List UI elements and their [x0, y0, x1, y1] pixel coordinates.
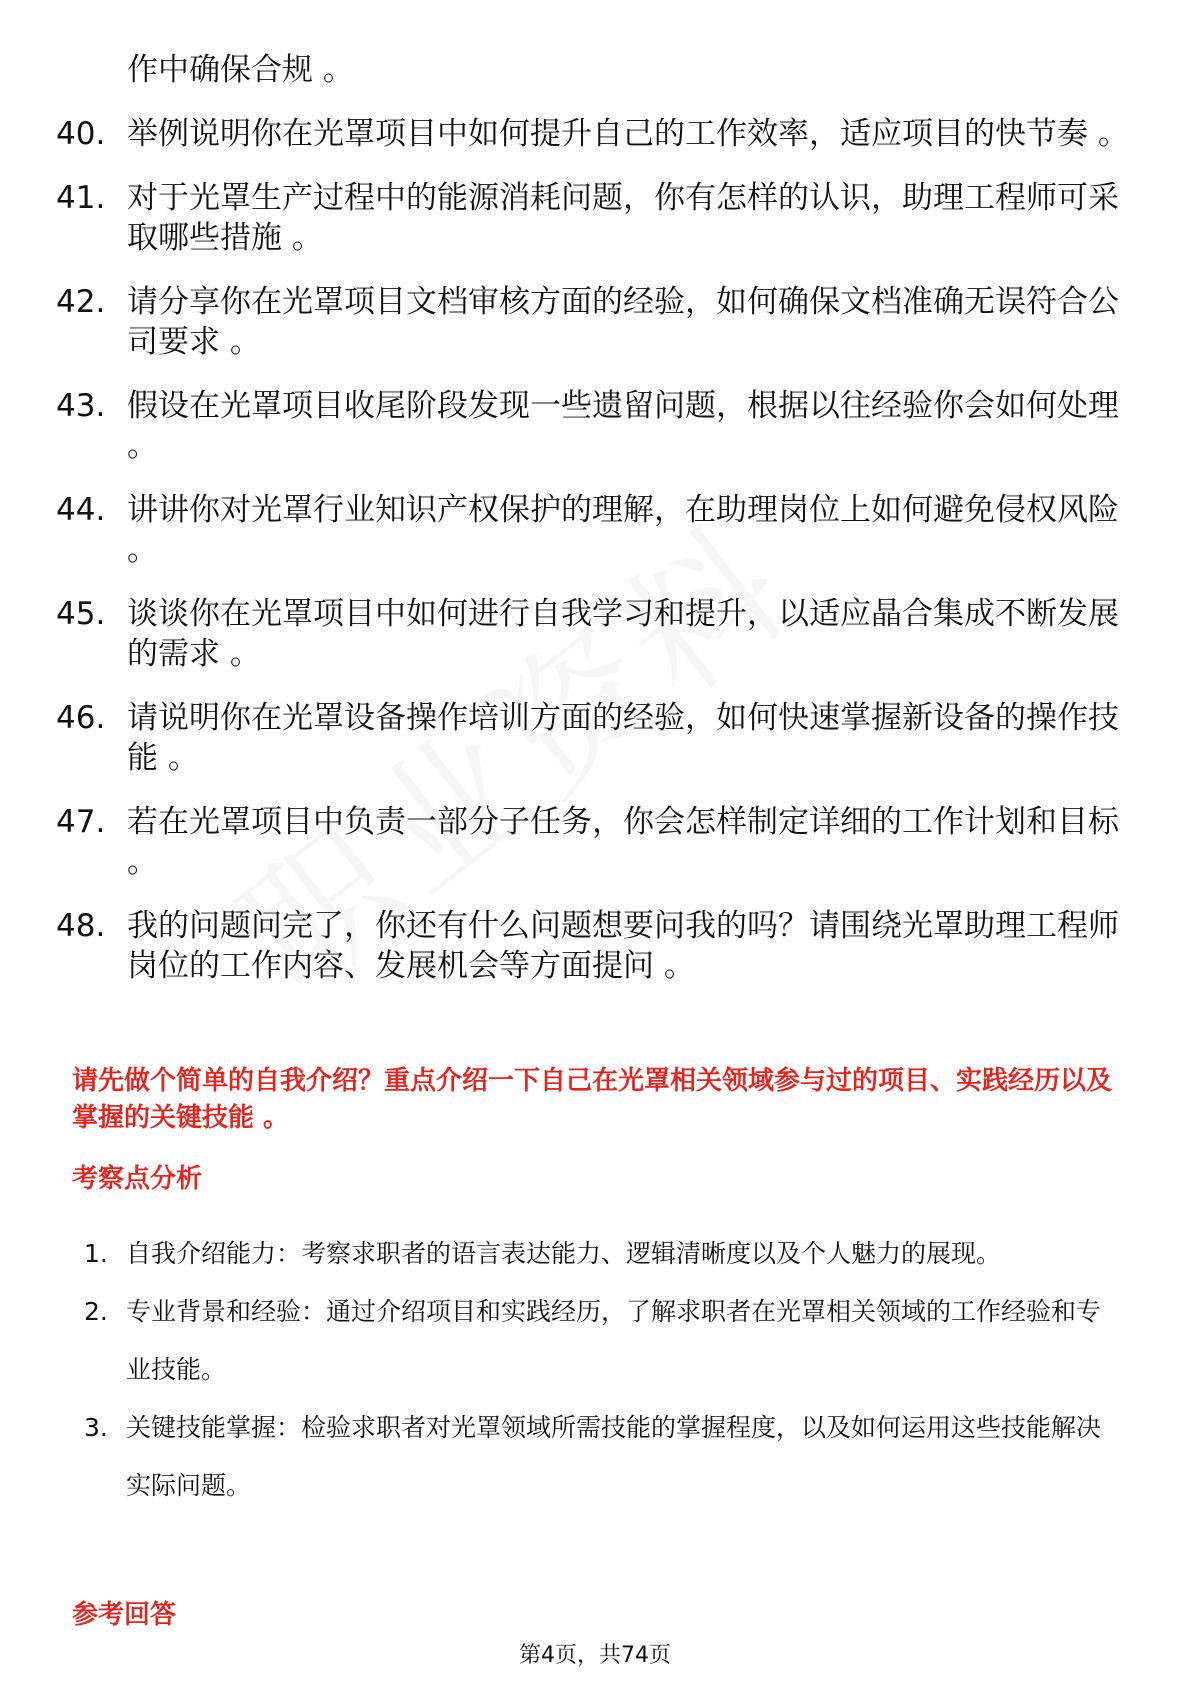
- analysis-item: [84, 1283, 1124, 1399]
- analysis-item: [84, 1225, 1124, 1283]
- analysis-text: 自我介绍能力：考察求职者的语言表达能力、逻辑清晰度以及个人魅力的展现。: [126, 1239, 1002, 1268]
- question-item: [56, 178, 1136, 258]
- question-continuation: 作中确保合规 。: [127, 52, 354, 88]
- question-text: 请说明你在光罩设备操作培训方面的经验，如何快速掌握新设备的操作技能 。: [127, 700, 1119, 776]
- question-number: 44.: [56, 492, 106, 528]
- analysis-text: 关键技能掌握：检验求职者对光罩领域所需技能的掌握程度，以及如何运用这些技能解决实际问题。: [126, 1413, 1102, 1500]
- analysis-title: 考察点分析: [72, 1164, 203, 1194]
- question-text: 请分享你在光罩项目文档审核方面的经验，如何确保文档准确无误符合公司要求 。: [127, 284, 1119, 360]
- question-text: 假设在光罩项目收尾阶段发现一些遗留问题，根据以往经验你会如何处理 。: [127, 388, 1119, 464]
- analysis-list: [84, 1225, 1124, 1515]
- question-text: 举例说明你在光罩项目中如何提升自己的工作效率，适应项目的快节奏 。: [127, 116, 1129, 152]
- question-list: [56, 50, 1136, 1010]
- analysis-number: 3.: [84, 1413, 108, 1442]
- question-number: 47.: [56, 804, 106, 840]
- question-number: 43.: [56, 388, 106, 424]
- question-item: [56, 386, 1136, 466]
- question-number: 41.: [56, 180, 106, 216]
- analysis-number: 2.: [84, 1297, 108, 1326]
- question-item: [56, 802, 1136, 882]
- question-item: [56, 594, 1136, 674]
- analysis-text: 专业背景和经验：通过介绍项目和实践经历，了解求职者在光罩相关领域的工作经验和专业技能。: [126, 1297, 1102, 1384]
- question-number: 40.: [56, 116, 106, 152]
- question-item: [56, 906, 1136, 986]
- question-item: [56, 698, 1136, 778]
- question-item: [56, 114, 1136, 154]
- page-footer: 第4页，共74页: [519, 1643, 671, 1668]
- question-number: 45.: [56, 596, 106, 632]
- analysis-item: [84, 1399, 1124, 1515]
- question-text: 若在光罩项目中负责一部分子任务，你会怎样制定详细的工作计划和目标 。: [127, 804, 1119, 880]
- question-text: 谈谈你在光罩项目中如何进行自我学习和提升，以适应晶合集成不断发展的需求 。: [127, 596, 1119, 672]
- question-item: [56, 490, 1136, 570]
- reference-answer-title: 参考回答: [72, 1600, 177, 1630]
- question-number: 48.: [56, 908, 106, 944]
- highlight-question: 请先做个简单的自我介绍？重点介绍一下自己在光罩相关领域参与过的项目、实践经历以及掌握的关键技能 。: [72, 1066, 1113, 1133]
- analysis-number: 1.: [84, 1239, 108, 1268]
- question-item: [56, 282, 1136, 362]
- question-number: 42.: [56, 284, 106, 320]
- question-text: 我的问题问完了，你还有什么问题想要问我的吗？请围绕光罩助理工程师岗位的工作内容、发展机会等方面提问 。: [127, 908, 1119, 984]
- question-number: 46.: [56, 700, 106, 736]
- question-text: 讲讲你对光罩行业知识产权保护的理解，在助理岗位上如何避免侵权风险 。: [127, 492, 1119, 568]
- question-text: 对于光罩生产过程中的能源消耗问题，你有怎样的认识，助理工程师可采取哪些措施 。: [127, 180, 1119, 256]
